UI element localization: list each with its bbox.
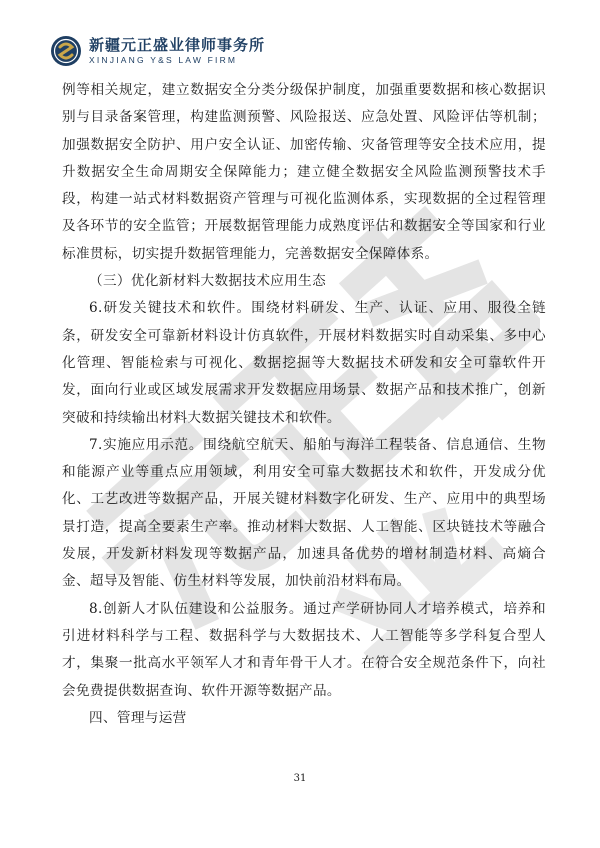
item-8-body: 通过产学研协同人才培养模式，培养和引进材料科学与工程、数据科学与大数据技术、人工智能等多学科复合型人才，集聚一批高水平领军人才和青年骨干人才。在符合安全规范条件下，向社会免费提供数据查询、软件开源等数据产品。 (62, 600, 546, 699)
item-6-paragraph (62, 295, 546, 431)
item-6-body: 围绕材料研发、生产、认证、应用、服役全链条，研发安全可靠新材料设计仿真软件，开展材料数据实时自动采集、多中心化管理、智能检索与可视化、数据挖掘等大数据技术研发和安全可靠软件开发，面向行业或区域发展需求开发数据应用场景、数据产品和技术推广，创新突破和持续输出材料大数据关键技术和软件。 (62, 300, 546, 426)
item-7-title: 7.实施应用示范。 (89, 436, 204, 453)
item-7-body: 围绕航空航天、船舶与海洋工程装备、信息通信、生物和能源产业等重点应用领域，利用安全可靠大数据技术和软件，开发成分优化、工艺改进等数据产品，开展关键材料数字化研发、生产、应用中的典型场景打造，提高全要素生产率。推动材料大数据、人工智能、区块链技术等融合发展，开发新材料发现等数据产品，加速具备优势的增材制造材料、高熵合金、超导及智能、仿生材料等发展，加快前沿材料布局。 (62, 436, 546, 590)
section-4-heading: 四、管理与运营 (89, 709, 187, 726)
item-8-title: 8.创新人才队伍建设和公益服务。 (89, 600, 304, 617)
continuation-paragraph: 例等相关规定，建立数据安全分类分级保护制度，加强重要数据和核心数据识别与目录备案管理，构建监测预警、风险报送、应急处置、风险评估等机制；加强数据安全防护、用户安全认证、加密传输、灾备管理等安全技术应用，提升数据安全生命周期安全保障能力；建立健全数据安全风险监测预警技术手段，构建一站式材料数据资产管理与可视化监测体系，实现数据的全过程管理及各环节的安全监管；开展数据管理能力成熟度评估和数据安全等国家和行业标准贯标，切实提升数据管理能力，完善数据安全保障体系。 (62, 82, 546, 262)
item-8-paragraph (62, 596, 546, 705)
firm-name-chinese: 新疆元正盛业律师事务所 (89, 35, 266, 54)
item-7-paragraph (62, 432, 546, 596)
document-body (62, 77, 546, 732)
firm-name-english: XINJIANG Y&S LAW FIRM (89, 54, 238, 65)
section-3-heading: （三）优化新材料大数据技术应用生态 (89, 273, 327, 290)
item-6-title: 6.研发关键技术和软件。 (89, 300, 252, 317)
page-number: 31 (293, 773, 307, 784)
firm-header (50, 34, 265, 68)
firm-logo-icon (50, 35, 82, 67)
